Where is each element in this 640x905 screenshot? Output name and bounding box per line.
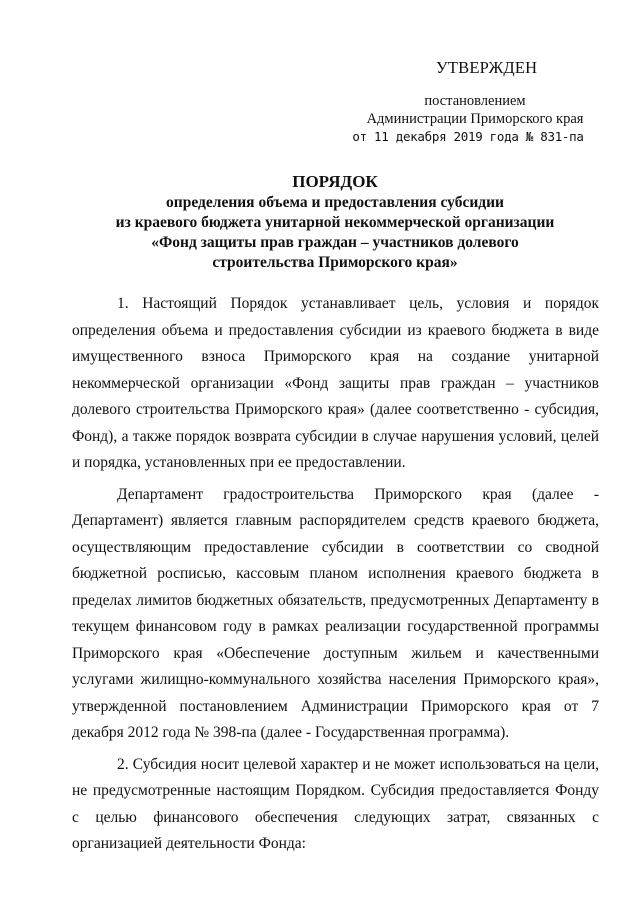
document-body: [72, 291, 599, 863]
title-line-4: строительства Приморского края»: [212, 254, 458, 271]
paragraph-1: 1. Настоящий Порядок устанавливает цель, условия и порядок определения объема и предоставления субсидии из краевого бюджета в виде имущественного взноса Приморского края на создание унитарной некоммерческой организации «Фонд защиты прав граждан – участников долевого строительства Приморского края» (далее соответственно - субсидия, Фонд), а также порядок возврата субсидии в случае нарушения условий, целей и порядка, установленных при ее предоставлении.: [72, 295, 599, 471]
decree-line-2: Администрации Приморского края: [366, 111, 584, 127]
paragraph-3: 2. Субсидия носит целевой характер и не может использоваться на цели, не предусмотренные настоящим Порядком. Субсидия предоставляется Фонду с целью финансового обеспечения следующих затрат, связанных с организацией деятельности Фонда:: [72, 755, 599, 852]
decree-reference: [340, 92, 610, 146]
title-line-1: определения объема и предоставления субсидии: [166, 194, 504, 211]
title-main: ПОРЯДОК: [292, 172, 378, 191]
decree-line-3: от 11 декабря 2019 года № 831-па: [352, 129, 584, 144]
document-title: [70, 172, 600, 273]
decree-line-1: постановлением: [424, 93, 526, 109]
title-line-2: из краевого бюджета унитарной некоммерческой организации: [115, 214, 555, 231]
approved-stamp: УТВЕРЖДЕН: [436, 58, 538, 77]
title-line-3: «Фонд защиты прав граждан – участников долевого: [151, 234, 519, 251]
paragraph-2: Департамент градостроительства Приморского края (далее - Департамент) является главным распорядителем средств краевого бюджета, осуществляющим предоставление субсидии в соответствии со сводной бюджетной росписью, кассовым планом исполнения краевого бюджета в пределах лимитов бюджетных обязательств, предусмотренных Департаменту в текущем финансовом году в рамках реализации государственной программы Приморского края «Обеспечение доступным жильем и качественными услугами жилищно-коммунального хозяйства населения Приморского края», утвержденной постановлением Администрации Приморского края от 7 декабря 2012 года № 398-па (далее - Государственная программа).: [72, 485, 599, 741]
